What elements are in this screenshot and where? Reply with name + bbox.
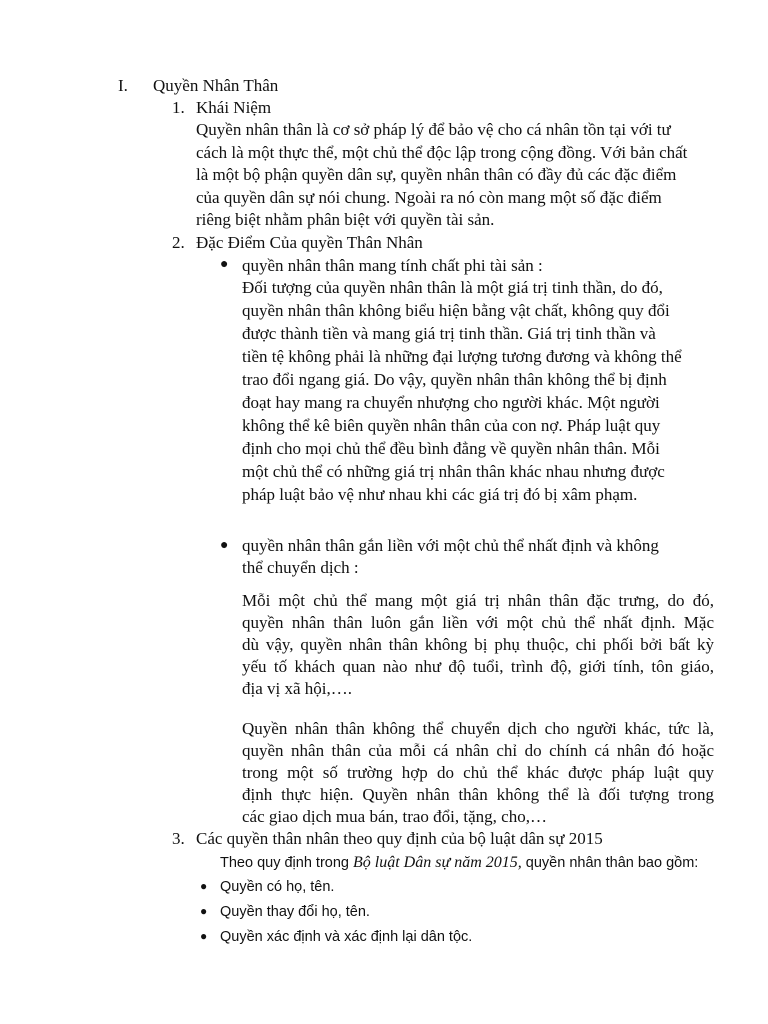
paragraph-line: trao đổi ngang giá. Do vậy, quyền nhân thân không thể bị định: [242, 370, 667, 389]
item-title: Khái Niệm: [196, 98, 272, 117]
paragraph-line: Quyền nhân thân không thể chuyển dịch cho người khác, tức là,: [242, 719, 714, 738]
bullet-icon: ●: [220, 257, 229, 272]
intro-text: Theo quy định trong: [220, 855, 354, 871]
paragraph-line: quyền nhân thân luôn gắn liền với một chủ thể nhất định. Mặc: [242, 613, 714, 632]
paragraph-line: các giao dịch mua bán, trao đổi, tặng, cho,…: [242, 807, 547, 826]
paragraph-line: riêng biệt nhằm phân biệt với quyền tài sản.: [196, 210, 495, 229]
bullet-icon: ●: [200, 929, 208, 943]
bullet-heading: quyền nhân thân mang tính chất phi tài sản :: [242, 256, 543, 275]
item-title: Đặc Điểm Của quyền Thân Nhân: [196, 233, 423, 252]
paragraph-line: của quyền dân sự nói chung. Ngoài ra nó còn mang một số đặc điểm: [196, 188, 662, 207]
paragraph-line: dù vậy, quyền nhân thân không bị phụ thuộc, chi phối bởi bất kỳ: [242, 635, 714, 654]
item-number: 1.: [172, 98, 185, 117]
item-title: Các quyền thân nhân theo quy định của bộ luật dân sự 2015: [196, 829, 603, 848]
section-title: Quyền Nhân Thân: [153, 76, 279, 95]
paragraph-line: không thể kê biên quyền nhân thân của con nợ. Pháp luật quy: [242, 416, 661, 435]
paragraph-line: địa vị xã hội,….: [242, 679, 353, 698]
item3-intro: [220, 853, 698, 873]
bullet-heading-line: thể chuyển dịch :: [242, 558, 359, 577]
paragraph-line: yếu tố khách quan nào như độ tuổi, trình độ, giới tính, tôn giáo,: [242, 657, 714, 676]
paragraph-line: định cho mọi chủ thể đều bình đẳng về quyền nhân thân. Mỗi: [242, 439, 660, 458]
bullet-icon: ●: [200, 879, 208, 893]
paragraph-line: Mỗi một chủ thể mang một giá trị nhân thân đặc trưng, do đó,: [242, 591, 714, 610]
item-number: 2.: [172, 233, 185, 252]
bullet-heading-line: quyền nhân thân gắn liền với một chủ thể nhất định và không: [242, 536, 659, 555]
list-item: Quyền xác định và xác định lại dân tộc.: [220, 929, 473, 945]
intro-law-name: Bộ luật Dân sự năm 2015,: [353, 854, 522, 871]
bullet-icon: ●: [220, 538, 229, 553]
paragraph-line: cách là một thực thể, một chủ thể độc lập trong cộng đồng. Với bản chất: [196, 143, 688, 162]
paragraph-line: là một bộ phận quyền dân sự, quyền nhân thân có đầy đủ các đặc điểm: [196, 165, 677, 184]
paragraph-line: Đối tượng của quyền nhân thân là một giá trị tinh thần, do đó,: [242, 278, 663, 297]
paragraph-line: quyền nhân thân không biểu hiện bằng vật chất, không quy đổi: [242, 301, 670, 320]
paragraph-line: tiền tệ không phải là những đại lượng tương đương và không thể: [242, 347, 682, 366]
paragraph-line: định thực hiện. Quyền nhân thân không thể là đối tượng trong: [242, 785, 714, 804]
list-item: Quyền thay đổi họ, tên.: [220, 904, 370, 920]
paragraph-line: quyền nhân thân của mỗi cá nhân chỉ do chính cá nhân đó hoặc: [242, 741, 714, 760]
item-number: 3.: [172, 829, 185, 848]
paragraph-line: một chủ thể có những giá trị nhân thân khác nhau nhưng được: [242, 462, 665, 481]
bullet-icon: ●: [200, 904, 208, 918]
paragraph-line: được thành tiền và mang giá trị tinh thần. Giá trị tinh thần và: [242, 324, 656, 343]
paragraph-line: Quyền nhân thân là cơ sở pháp lý để bảo vệ cho cá nhân tồn tại với tư: [196, 120, 671, 139]
list-item: Quyền có họ, tên.: [220, 879, 335, 895]
section-number: I.: [118, 76, 128, 95]
intro-text: quyền nhân thân bao gồm:: [521, 855, 699, 871]
paragraph-line: đoạt hay mang ra chuyển nhượng cho người khác. Một người: [242, 393, 660, 412]
paragraph-line: pháp luật bảo vệ như nhau khi các giá trị đó bị xâm phạm.: [242, 485, 638, 504]
paragraph-line: trong một số trường hợp do chủ thể khác được pháp luật quy: [242, 763, 714, 782]
